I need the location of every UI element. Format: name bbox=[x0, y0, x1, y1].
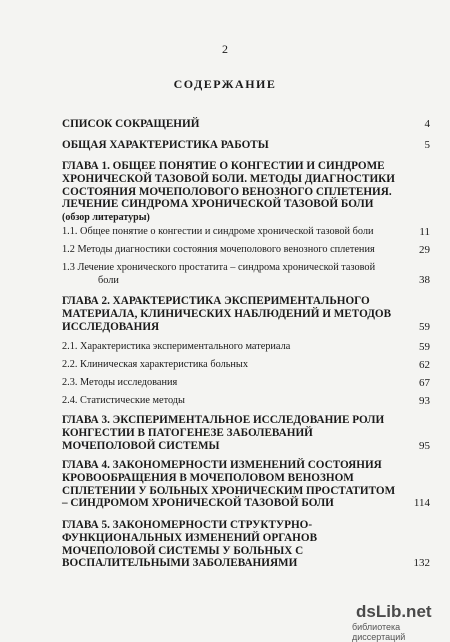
toc-entry-page: 95 bbox=[419, 439, 430, 452]
toc-entry-1-1[interactable] bbox=[62, 226, 430, 239]
toc-entry-page: 62 bbox=[419, 358, 430, 371]
toc-entry-title: 2.4. Статистические методы bbox=[62, 395, 185, 406]
dslib-watermark bbox=[350, 602, 450, 642]
toc-entry-title: СПИСОК СОКРАЩЕНИЙ bbox=[62, 118, 200, 130]
dslib-tagline: библиотека диссертаций bbox=[352, 622, 406, 642]
toc-entry-page: 114 bbox=[413, 497, 430, 510]
toc-entry-page: 5 bbox=[424, 139, 430, 151]
page-number: 2 bbox=[222, 42, 228, 56]
toc-entry-note: (обзор литературы) bbox=[62, 212, 150, 224]
toc-entry-title-wrap bbox=[62, 262, 402, 287]
toc-entry-chapter-2[interactable] bbox=[62, 295, 430, 333]
toc-entry-title-continuation: боли bbox=[98, 274, 119, 286]
toc-entry-page: 132 bbox=[413, 557, 430, 570]
toc-entry-chapter-3[interactable] bbox=[62, 414, 430, 452]
toc-entry-chapter-1[interactable] bbox=[62, 160, 430, 225]
toc-entry-title: 2.2. Клиническая характеристика больных bbox=[62, 359, 248, 370]
toc-entry-page: 29 bbox=[419, 243, 430, 256]
toc-entry-title: ГЛАВА 2. ХАРАКТЕРИСТИКА ЭКСПЕРИМЕНТАЛЬНОГО МАТЕРИАЛА, КЛИНИЧЕСКИХ НАБЛЮДЕНИЙ И МЕТОДОВ ИССЛЕДОВАНИЯ bbox=[62, 295, 392, 333]
toc-entry-2-2[interactable] bbox=[62, 359, 430, 372]
toc-entry-title: 1.2 Методы диагностики состояния мочеполового венозного сплетения bbox=[62, 244, 375, 255]
toc-entry-title: 2.1. Характеристика экспериментального материала bbox=[62, 341, 291, 352]
toc-entry-title: ГЛАВА 3. ЭКСПЕРИМЕНТАЛЬНОЕ ИССЛЕДОВАНИЕ РОЛИ КОНГЕСТИИ В ПАТОГЕНЕЗЕ ЗАБОЛЕВАНИЙ МОЧЕПОЛОВОЙ СИСТЕМЫ bbox=[62, 414, 385, 452]
toc-entry-chapter-5[interactable] bbox=[62, 519, 430, 570]
toc-entry-page: 4 bbox=[424, 118, 430, 130]
toc-entry-title: ГЛАВА 5. ЗАКОНОМЕРНОСТИ СТРУКТУРНО-ФУНКЦИОНАЛЬНЫХ ИЗМЕНЕНИЙ ОРГАНОВ МОЧЕПОЛОВОЙ СИСТЕМЫ У БОЛЬНЫХ С ВОСПАЛИТЕЛЬНЫМИ ЗАБОЛЕВАНИЯМИ bbox=[62, 519, 318, 570]
toc-entry-2-3[interactable] bbox=[62, 377, 430, 390]
toc-entry-title: 2.3. Методы исследования bbox=[62, 377, 178, 388]
toc-entry-chapter-4[interactable] bbox=[62, 459, 430, 510]
toc-entry-1-2[interactable] bbox=[62, 244, 430, 257]
toc-entry-title: 1.3 Лечение хронического простатита – синдрома хронической тазовой bbox=[62, 262, 376, 273]
toc-entry-title: 1.1. Общее понятие о конгестии и синдроме хронической тазовой боли bbox=[62, 226, 374, 237]
toc-entry-1-3[interactable] bbox=[62, 262, 430, 287]
toc-entry-page: 67 bbox=[419, 376, 430, 389]
dslib-logo: dsLib.net bbox=[356, 602, 432, 621]
toc-heading: СОДЕРЖАНИЕ bbox=[173, 77, 277, 91]
toc-entry-page: 38 bbox=[419, 274, 430, 287]
toc-entry-abbreviations[interactable] bbox=[62, 118, 430, 131]
toc-entry-title: ГЛАВА 1. ОБЩЕЕ ПОНЯТИЕ О КОНГЕСТИИ И СИНДРОМЕ ХРОНИЧЕСКОЙ ТАЗОВОЙ БОЛИ. МЕТОДЫ ДИАГНОСТИКИ СОСТОЯНИЯ МОЧЕПОЛОВОГО ВЕНОЗНОГО СПЛЕТЕНИЯ. ЛЕЧЕНИЕ СИНДРОМА ХРОНИЧЕСКОЙ ТАЗОВОЙ БОЛИ bbox=[62, 160, 395, 211]
toc-entry-general-characteristics[interactable] bbox=[62, 139, 430, 152]
toc-entry-2-4[interactable] bbox=[62, 395, 430, 408]
toc-entry-page: 11 bbox=[419, 225, 430, 238]
toc-entry-page: 93 bbox=[419, 394, 430, 407]
toc-entry-page: 59 bbox=[419, 320, 430, 333]
toc-entry-page: 59 bbox=[419, 340, 430, 353]
toc-entry-2-1[interactable] bbox=[62, 341, 430, 354]
toc-entry-title: ГЛАВА 4. ЗАКОНОМЕРНОСТИ ИЗМЕНЕНИЙ СОСТОЯНИЯ КРОВООБРАЩЕНИЯ В МОЧЕПОЛОВОМ ВЕНОЗНОМ СПЛЕТЕНИИ У БОЛЬНЫХ ХРОНИЧЕСКИМ ПРОСТАТИТОМ – СИНДРОМОМ ХРОНИЧЕСКОЙ ТАЗОВОЙ БОЛИ bbox=[62, 459, 396, 510]
toc-entry-title: ОБЩАЯ ХАРАКТЕРИСТИКА РАБОТЫ bbox=[62, 139, 269, 151]
